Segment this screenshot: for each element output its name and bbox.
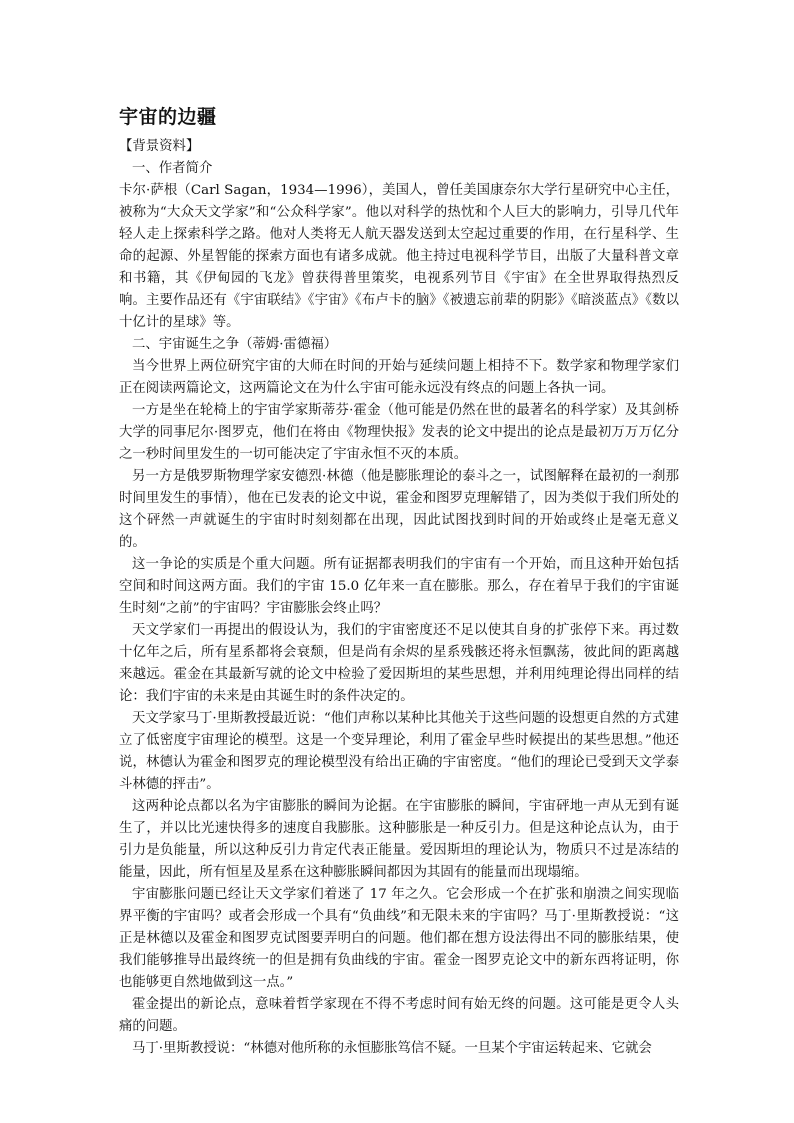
debate-paragraph: 当今世界上两位研究宇宙的大师在时间的开始与延续问题上相持不下。数学家和物理学家们正在阅读两篇论文，这两篇论文在为什么宇宙可能永远没有终点的问题上各执一词。 bbox=[119, 359, 679, 396]
debate-paragraph: 天文学家马丁·里斯教授最近说：“他们声称以某种比其他关于这些问题的设想更自然的方式建立了低密度宇宙理论的模型。这是一个变异理论，利用了霍金早些时候提出的某些思想。”他还说，林德认为霍金和图罗克的理论模型没有给出正确的宇宙密度。“他们的理论已受到天文学泰斗林德的抨击”。 bbox=[119, 711, 679, 792]
debate-paragraph: 马丁·里斯教授说：“林德对他所称的永恒膨胀笃信不疑。一旦某个宇宙运转起来、它就会 bbox=[132, 1041, 652, 1056]
document-page bbox=[119, 100, 679, 1060]
debate-paragraph: 霍金提出的新论点，意味着哲学家现在不得不考虑时间有始无终的问题。这可能是更令人头痛的问题。 bbox=[119, 997, 679, 1034]
author-bio-paragraph: 卡尔·萨根（Carl Sagan，1934—1996），美国人，曾任美国康奈尔大学行星研究中心主任，被称为“大众天文学家”和“公众科学家”。他以对科学的热忱和个人巨大的影响力，引导几代年轻人走上探索科学之路。他对人类将无人航天器发送到太空起过重要的作用，在行星科学、生命的起源、外星智能的探索方面也有诸多成就。他主持过电视科学节目，出版了大量科普文章和书籍，其《伊甸园的飞龙》曾获得普里策奖，电视系列节目《宇宙》在全世界取得热烈反响。主要作品还有《宇宙联结》《宇宙》《布卢卡的脑》《被遗忘前辈的阴影》《暗淡蓝点》《数以十亿计的星球》等。 bbox=[119, 183, 679, 330]
debate-paragraph: 这两种论点都以名为宇宙膨胀的瞬间为论据。在宇宙膨胀的瞬间，宇宙砰地一声从无到有诞生了，并以比光速快得多的速度自我膨胀。这种膨胀是一种反引力。但是这种论点认为，由于引力是负能量，所以这种反引力肯定代表正能量。爱因斯坦的理论认为，物质只不过是冻结的能量，因此，所有恒星及星系在这种膨胀瞬间都因为其固有的能量而出现塌缩。 bbox=[119, 799, 679, 880]
section-heading-author: 一、作者简介 bbox=[132, 161, 213, 176]
debate-paragraph: 天文学家们一再提出的假设认为，我们的宇宙密度还不足以使其自身的扩张停下来。再过数十亿年之后，所有星系都将会衰颓，但是尚有余烬的星系残骸还将永恒飘荡，彼此间的距离越来越远。霍金在其最新写就的论文中检验了爱因斯坦的某些思想，并利用纯理论得出同样的结论：我们宇宙的未来是由其诞生时的条件决定的。 bbox=[119, 623, 679, 704]
debate-paragraph: 另一方是俄罗斯物理学家安德烈·林德（他是膨胀理论的泰斗之一，试图解释在最初的一刹那时间里发生的事情），他在已发表的论文中说，霍金和图罗克理解错了，因为类似于我们所处的这个砰然一声就诞生的宇宙时时刻刻都在出现，因此试图找到时间的开始或终止是毫无意义的。 bbox=[119, 469, 679, 550]
background-label: 【背景资料】 bbox=[119, 139, 200, 154]
debate-paragraph: 这一争论的实质是个重大问题。所有证据都表明我们的宇宙有一个开始，而且这种开始包括空间和时间这两方面。我们的宇宙 15.0 亿年来一直在膨胀。那么，存在着早于我们的宇宙诞生时刻“之前”的宇宙吗？宇宙膨胀会终止吗？ bbox=[119, 557, 679, 616]
document-title: 宇宙的边疆 bbox=[119, 106, 217, 128]
debate-paragraph: 一方是坐在轮椅上的宇宙学家斯蒂芬·霍金（他可能是仍然在世的最著名的科学家）及其剑桥大学的同事尼尔·图罗克，他们在将由《物理快报》发表的论文中提出的论点是最初万万万亿分之一秒时间里发生的一切可能决定了宇宙永恒不灭的本质。 bbox=[119, 403, 679, 462]
section-heading-debate: 二、宇宙诞生之争（蒂姆·雷德福） bbox=[132, 337, 338, 352]
debate-paragraph: 宇宙膨胀问题已经让天文学家们着迷了 17 年之久。它会形成一个在扩张和崩溃之间实现临界平衡的宇宙吗？或者会形成一个具有“负曲线”和无限未来的宇宙吗？马丁·里斯教授说：“这正是林德以及霍金和图罗克试图要弄明白的问题。他们都在想方设法得出不同的膨胀结果，使我们能够推导出最终统一的但是拥有负曲线的宇宙。霍金一图罗克论文中的新东西将证明，你也能够更自然地做到这一点。” bbox=[119, 887, 679, 990]
